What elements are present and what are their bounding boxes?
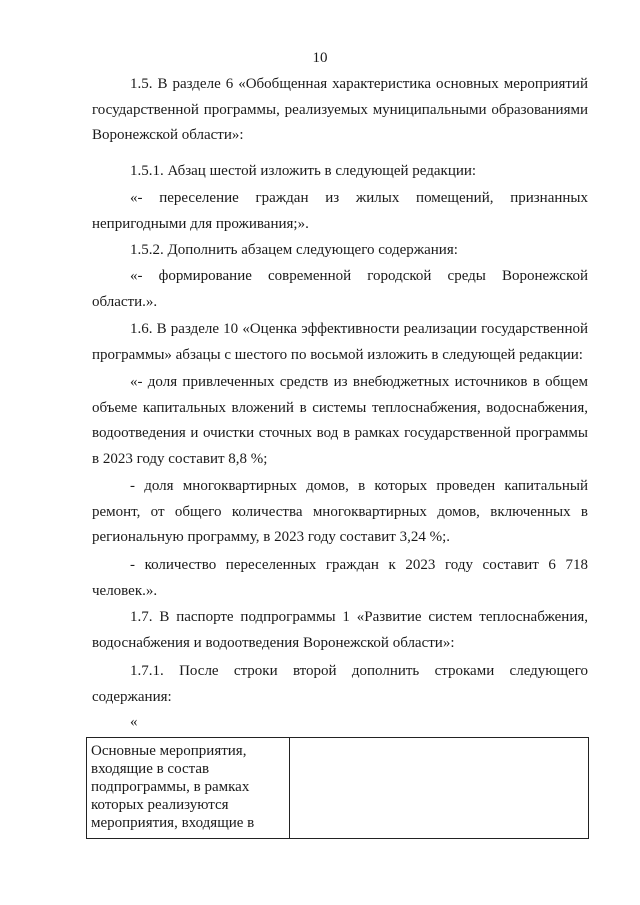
paragraph-1-5: 1.5. В разделе 6 «Обобщенная характеристика основных мероприятий государственной программы, реализуемых муниципальными образованиями Воронежской области»: <box>92 76 588 143</box>
paragraph-1-6: 1.6. В разделе 10 «Оценка эффективности реализации государственной программы» абзацы с шестого по восьмой изложить в следующей редакции: <box>92 321 588 363</box>
table-cell-label: Основные мероприятия, входящие в состав подпрограммы, в рамках которых реализуются мероприятия, входящие в <box>87 738 290 839</box>
paragraph-1-5-1: 1.5.1. Абзац шестой изложить в следующей редакции: <box>130 163 477 179</box>
paragraph-1-5-2: 1.5.2. Дополнить абзацем следующего содержания: <box>130 242 458 258</box>
opening-quote-mark: « <box>130 714 138 730</box>
subprogram-passport-table <box>86 737 589 839</box>
paragraph-quote-resettlement: «- переселение граждан из жилых помещений, признанных непригодными для проживания;». <box>92 190 588 232</box>
table-row <box>87 738 589 839</box>
paragraph-1-7: 1.7. В паспорте подпрограммы 1 «Развитие систем теплоснабжения, водоснабжения и водоотведения Воронежской области»: <box>92 609 588 651</box>
paragraph-apartment-buildings-share: - доля многоквартирных домов, в которых проведен капитальный ремонт, от общего количества многоквартирных домов, включенных в региональную программу, в 2023 году составит 3,24 %;. <box>92 478 588 545</box>
table-cell-value <box>290 738 589 839</box>
paragraph-quote-extrabudgetary-share: «- доля привлеченных средств из внебюджетных источников в общем объеме капитальных вложений в системы теплоснабжения, водоснабжения, водоотведения и очистки сточных вод в рамках государственной программы в 2023 году составит 8,8 %; <box>92 374 588 467</box>
paragraph-1-7-1: 1.7.1. После строки второй дополнить строками следующего содержания: <box>92 663 588 705</box>
paragraph-resettled-citizens: - количество переселенных граждан к 2023 году составит 6 718 человек.». <box>92 557 588 599</box>
paragraph-quote-urban-environment: «- формирование современной городской среды Воронежской области.». <box>92 268 588 310</box>
page-number: 10 <box>312 50 328 66</box>
